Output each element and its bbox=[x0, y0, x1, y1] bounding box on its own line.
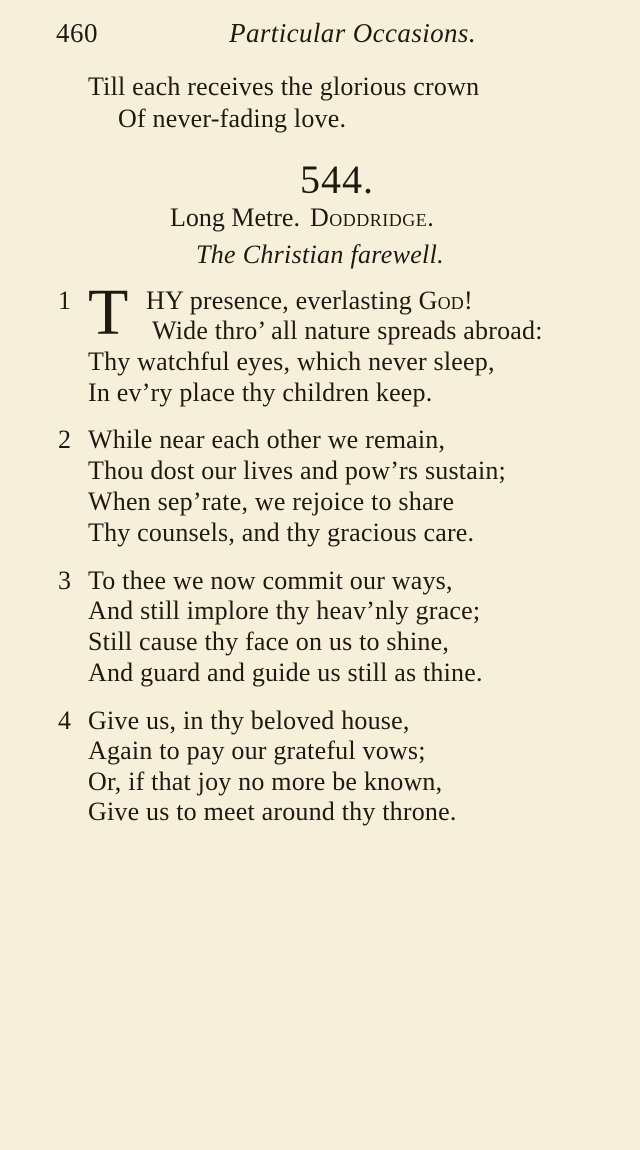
stanza-line: Still cause thy face on us to shine, bbox=[88, 627, 450, 656]
stanza-line: HY presence, everlasting God! bbox=[146, 286, 473, 315]
running-head: Particular Occasions. bbox=[229, 18, 476, 48]
stanza-line: And still implore thy heav’nly grace; bbox=[88, 596, 481, 625]
stanza-line: When sep’rate, we rejoice to share bbox=[88, 487, 455, 516]
stanza-number: 1 bbox=[58, 286, 71, 315]
stanza-line: Thy counsels, and thy gracious care. bbox=[88, 518, 475, 547]
stanza-line: Thy watchful eyes, which never sleep, bbox=[88, 347, 495, 376]
hymn-author: Doddridge. bbox=[309, 203, 435, 232]
stanza-number: 4 bbox=[58, 706, 71, 735]
stanza-number: 3 bbox=[58, 566, 71, 595]
previous-hymn-line: Till each receives the glorious crown bbox=[88, 72, 480, 101]
stanza-line: Wide thro’ all nature spreads abroad: bbox=[152, 316, 543, 345]
stanza-line: Give us to meet around thy throne. bbox=[88, 797, 457, 826]
page-header bbox=[56, 18, 476, 54]
stanza-number: 2 bbox=[58, 425, 71, 454]
stanza-line: And guard and guide us still as thine. bbox=[88, 658, 483, 687]
stanza-line: To thee we now commit our ways, bbox=[88, 566, 453, 595]
stanza-line: Again to pay our grateful vows; bbox=[88, 736, 426, 765]
stanza-line: While near each other we remain, bbox=[88, 425, 446, 454]
hymn-meter-line bbox=[170, 203, 434, 233]
hymn-meter: Long Metre. bbox=[170, 203, 300, 232]
stanza-line: Give us, in thy beloved house, bbox=[88, 706, 410, 735]
drop-cap: T bbox=[88, 276, 129, 349]
previous-hymn-line: Of never-fading love. bbox=[118, 104, 347, 133]
hymn-title: The Christian farewell. bbox=[196, 240, 444, 269]
stanza-line: Or, if that joy no more be known, bbox=[88, 767, 443, 796]
hymn-number: 544. bbox=[300, 157, 374, 202]
page-number: 460 bbox=[56, 18, 98, 48]
stanza-line: Thou dost our lives and pow’rs sustain; bbox=[88, 456, 506, 485]
stanza-line: In ev’ry place thy children keep. bbox=[88, 378, 433, 407]
